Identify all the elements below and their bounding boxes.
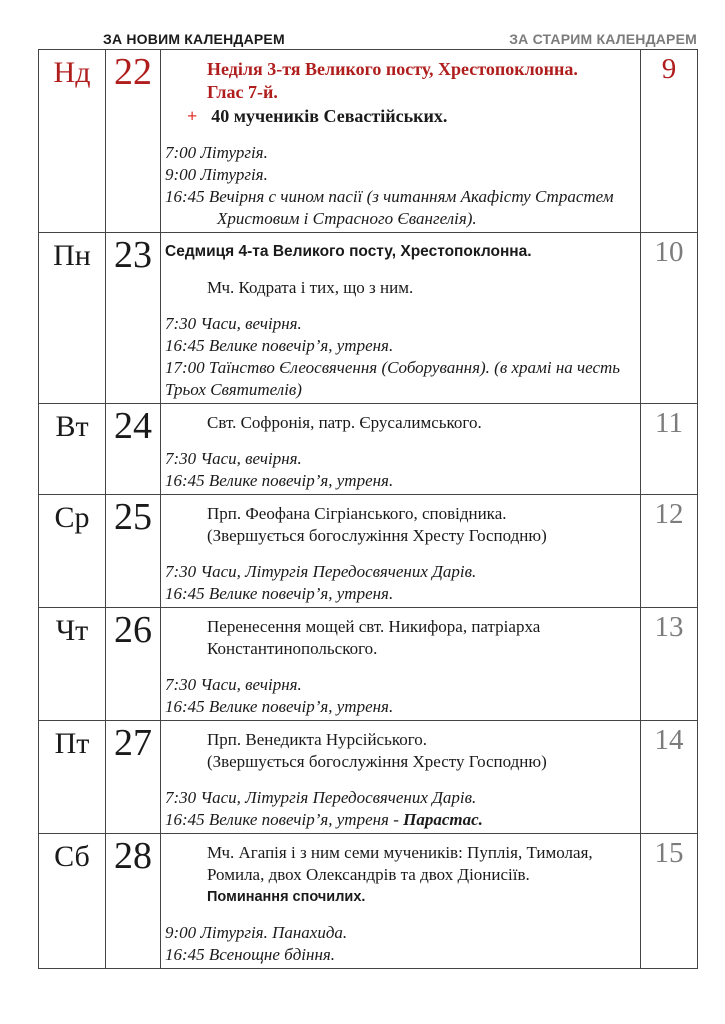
new-calendar-date-cell: 28 bbox=[106, 834, 161, 969]
day-abbr-cell: Пн bbox=[39, 233, 106, 404]
blank-line bbox=[165, 547, 634, 561]
church-calendar-table bbox=[38, 49, 698, 969]
service-time-line: 7:30 Часи, вечірня. bbox=[165, 449, 302, 468]
calendar-body bbox=[39, 50, 698, 969]
saint-name-line: (Звершується богослужіння Хресту Господню) bbox=[207, 752, 547, 771]
service-time-line: 16:45 Велике повечір’я, утреня. bbox=[165, 471, 394, 490]
service-time-line: 16:45 Вечірня с чином пасії (з читанням Акафісту Страстем bbox=[165, 187, 614, 206]
day-content-cell bbox=[161, 834, 641, 969]
service-time-line: 16:45 Велике повечір’я, утреня - Парастас. bbox=[165, 810, 483, 829]
blank-line bbox=[165, 773, 634, 787]
old-calendar-date-cell: 14 bbox=[641, 721, 698, 834]
service-time-line: Трьох Святителів) bbox=[165, 380, 302, 399]
blank-line bbox=[165, 908, 634, 922]
day-abbr-cell: Чт bbox=[39, 608, 106, 721]
day-content-cell bbox=[161, 50, 641, 233]
day-content-cell bbox=[161, 495, 641, 608]
feast-title-line: Глас 7-й. bbox=[207, 82, 278, 102]
day-content-cell bbox=[161, 233, 641, 404]
new-calendar-date-cell: 24 bbox=[106, 404, 161, 495]
saint-name-line: Ромила, двох Олександрів та двох Діонисіїв. bbox=[207, 865, 530, 884]
week-title-line: Седмиця 4-та Великого посту, Хрестопоклонна. bbox=[165, 243, 532, 260]
day-content-cell bbox=[161, 404, 641, 495]
new-calendar-date-cell: 23 bbox=[106, 233, 161, 404]
service-time-line: 16:45 Велике повечір’я, утреня. bbox=[165, 697, 394, 716]
plus-saint-line bbox=[165, 104, 634, 128]
service-time-line: 17:00 Таїнство Єлеосвячення (Соборування). (в храмі на честь bbox=[165, 358, 621, 377]
old-calendar-date-cell: 10 bbox=[641, 233, 698, 404]
plus-saint-text: 40 мучеників Севастійських. bbox=[211, 106, 448, 126]
blank-line bbox=[165, 263, 634, 277]
service-time-line: 16:45 Велике повечір’я, утреня. bbox=[165, 584, 394, 603]
old-calendar-date-cell: 11 bbox=[641, 404, 698, 495]
blank-line bbox=[165, 660, 634, 674]
day-content-cell bbox=[161, 608, 641, 721]
saint-name-line: (Звершується богослужіння Хресту Господню) bbox=[207, 526, 547, 545]
saint-name-line: Мч. Агапія і з ним семи мучеників: Пуплія, Тимолая, bbox=[207, 843, 593, 862]
new-calendar-date-cell: 22 bbox=[106, 50, 161, 233]
day-abbr-cell: Вт bbox=[39, 404, 106, 495]
service-time-bold-text: Парастас. bbox=[403, 810, 483, 829]
new-calendar-date-cell: 27 bbox=[106, 721, 161, 834]
service-time-line: 7:30 Часи, Літургія Передосвячених Дарів. bbox=[165, 788, 477, 807]
day-abbr-cell: Нд bbox=[39, 50, 106, 233]
old-calendar-date-cell: 9 bbox=[641, 50, 698, 233]
service-time-line: 16:45 Всенощне бдіння. bbox=[165, 945, 336, 964]
cross-mark-icon: + bbox=[187, 106, 198, 126]
saint-name-line: Перенесення мощей свт. Никифора, патріарха bbox=[207, 617, 541, 636]
calendar-row bbox=[39, 608, 698, 721]
day-abbr-cell: Пт bbox=[39, 721, 106, 834]
feast-title-line: Неділя 3-тя Великого посту, Хрестопоклонна. bbox=[207, 59, 578, 79]
service-time-line: 7:30 Часи, вечірня. bbox=[165, 675, 302, 694]
day-content-cell bbox=[161, 721, 641, 834]
blank-line bbox=[165, 434, 634, 448]
saint-name-line: Мч. Кодрата і тих, що з ним. bbox=[207, 278, 414, 297]
old-calendar-date-cell: 15 bbox=[641, 834, 698, 969]
saint-name-line: Прп. Феофана Сігріанського, сповідника. bbox=[207, 504, 507, 523]
calendar-row bbox=[39, 404, 698, 495]
calendar-headers bbox=[38, 31, 697, 47]
blank-line bbox=[165, 299, 634, 313]
service-time-continuation-line: Христовим і Страсного Євангелія). bbox=[217, 209, 477, 228]
calendar-row bbox=[39, 495, 698, 608]
old-calendar-date-cell: 13 bbox=[641, 608, 698, 721]
memorial-notice-line: Поминання спочилих. bbox=[207, 889, 366, 905]
service-time-line: 16:45 Велике повечір’я, утреня. bbox=[165, 336, 394, 355]
calendar-row bbox=[39, 233, 698, 404]
day-abbr-cell: Сб bbox=[39, 834, 106, 969]
service-time-line: 7:30 Часи, вечірня. bbox=[165, 314, 302, 333]
service-time-line: 7:00 Літургія. bbox=[165, 143, 268, 162]
saint-name-line: Свт. Софронія, патр. Єрусалимського. bbox=[207, 413, 482, 432]
calendar-row bbox=[39, 834, 698, 969]
saint-name-line: Константинопольского. bbox=[207, 639, 378, 658]
service-time-line: 7:30 Часи, Літургія Передосвячених Дарів. bbox=[165, 562, 477, 581]
service-time-line: 9:00 Літургія. Панахида. bbox=[165, 923, 348, 942]
day-abbr-cell: Ср bbox=[39, 495, 106, 608]
calendar-row bbox=[39, 721, 698, 834]
calendar-row bbox=[39, 50, 698, 233]
old-calendar-header: ЗА СТАРИМ КАЛЕНДАРЕМ bbox=[509, 31, 697, 47]
service-time-line: 9:00 Літургія. bbox=[165, 165, 268, 184]
new-calendar-header: ЗА НОВИМ КАЛЕНДАРЕМ bbox=[103, 31, 285, 47]
old-calendar-date-cell: 12 bbox=[641, 495, 698, 608]
new-calendar-date-cell: 25 bbox=[106, 495, 161, 608]
saint-name-line: Прп. Венедикта Нурсійського. bbox=[207, 730, 428, 749]
blank-line bbox=[165, 128, 634, 142]
new-calendar-date-cell: 26 bbox=[106, 608, 161, 721]
